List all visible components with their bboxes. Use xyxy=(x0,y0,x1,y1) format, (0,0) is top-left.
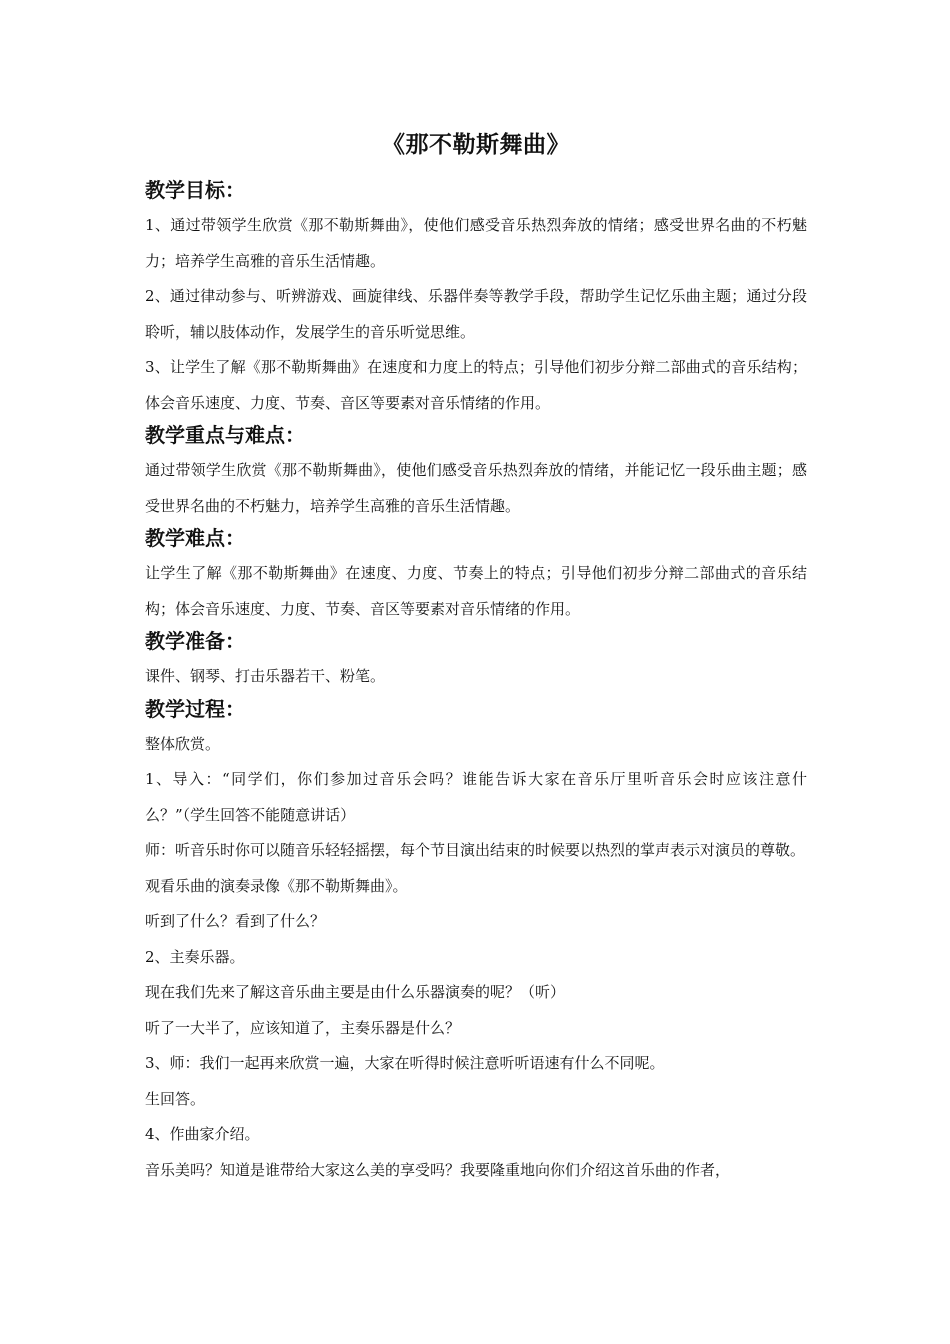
section-heading: 教学难点： xyxy=(145,526,245,550)
paragraph: 音乐美吗？知道是谁带给大家这么美的享受吗？我要隆重地向你们介绍这首乐曲的作者， xyxy=(145,1160,731,1179)
paragraph: 课件、钢琴、打击乐器若干、粉笔。 xyxy=(145,667,386,685)
paragraph: 1、导入：“同学们，你们参加过音乐会吗？谁能告诉大家在音乐厅里听音乐会时应该注意什么？”（学生回答不能随意讲话） xyxy=(145,770,807,824)
paragraph: 1、通过带领学生欣赏《那不勒斯舞曲》，使他们感受音乐热烈奔放的情绪；感受世界名曲的不朽魅力；培养学生高雅的音乐生活情趣。 xyxy=(145,216,807,270)
paragraph: 整体欣赏。 xyxy=(145,734,221,753)
paragraph: 通过带领学生欣赏《那不勒斯舞曲》，使他们感受音乐热烈奔放的情绪，并能记忆一段乐曲主题；感受世界名曲的不朽魅力，培养学生高雅的音乐生活情趣。 xyxy=(145,461,807,515)
section-preparation xyxy=(145,627,807,695)
paragraph: 2、主奏乐器。 xyxy=(145,947,245,966)
document-page xyxy=(145,128,807,1188)
section-process xyxy=(145,695,807,1189)
paragraph: 听了一大半了，应该知道了，主奏乐器是什么？ xyxy=(145,1018,461,1037)
section-teaching-goals xyxy=(145,176,807,421)
paragraph: 师：听音乐时你可以随音乐轻轻摇摆，每个节目演出结束的时候要以热烈的掌声表示对演员的尊敬。 xyxy=(145,841,806,859)
document-title: 《那不勒斯舞曲》 xyxy=(382,132,570,158)
paragraph: 听到了什么？看到了什么？ xyxy=(145,912,326,930)
paragraph: 生回答。 xyxy=(145,1089,206,1108)
paragraph: 现在我们先来了解这音乐曲主要是由什么乐器演奏的呢？（听） xyxy=(145,983,566,1001)
paragraph: 3、让学生了解《那不勒斯舞曲》在速度和力度上的特点；引导他们初步分辩二部曲式的音乐结构；体会音乐速度、力度、节奏、音区等要素对音乐情绪的作用。 xyxy=(145,358,807,412)
paragraph: 让学生了解《那不勒斯舞曲》在速度、力度、节奏上的特点；引导他们初步分辩二部曲式的音乐结构；体会音乐速度、力度、节奏、音区等要素对音乐情绪的作用。 xyxy=(145,564,807,618)
paragraph: 2、通过律动参与、听辨游戏、画旋律线、乐器伴奏等教学手段，帮助学生记忆乐曲主题；通过分段聆听，辅以肢体动作，发展学生的音乐听觉思维。 xyxy=(145,287,807,341)
section-heading: 教学准备： xyxy=(145,629,245,653)
paragraph: 4、作曲家介绍。 xyxy=(145,1125,260,1143)
paragraph: 3、师：我们一起再来欣赏一遍，大家在听得时候注意听听语速有什么不同呢。 xyxy=(145,1054,665,1072)
section-heading: 教学目标： xyxy=(145,178,245,202)
section-key-points xyxy=(145,421,807,524)
paragraph: 观看乐曲的演奏录像《那不勒斯舞曲》。 xyxy=(145,876,408,895)
section-heading: 教学过程： xyxy=(145,696,245,721)
section-difficulties xyxy=(145,524,807,627)
section-heading: 教学重点与难点： xyxy=(145,423,305,447)
